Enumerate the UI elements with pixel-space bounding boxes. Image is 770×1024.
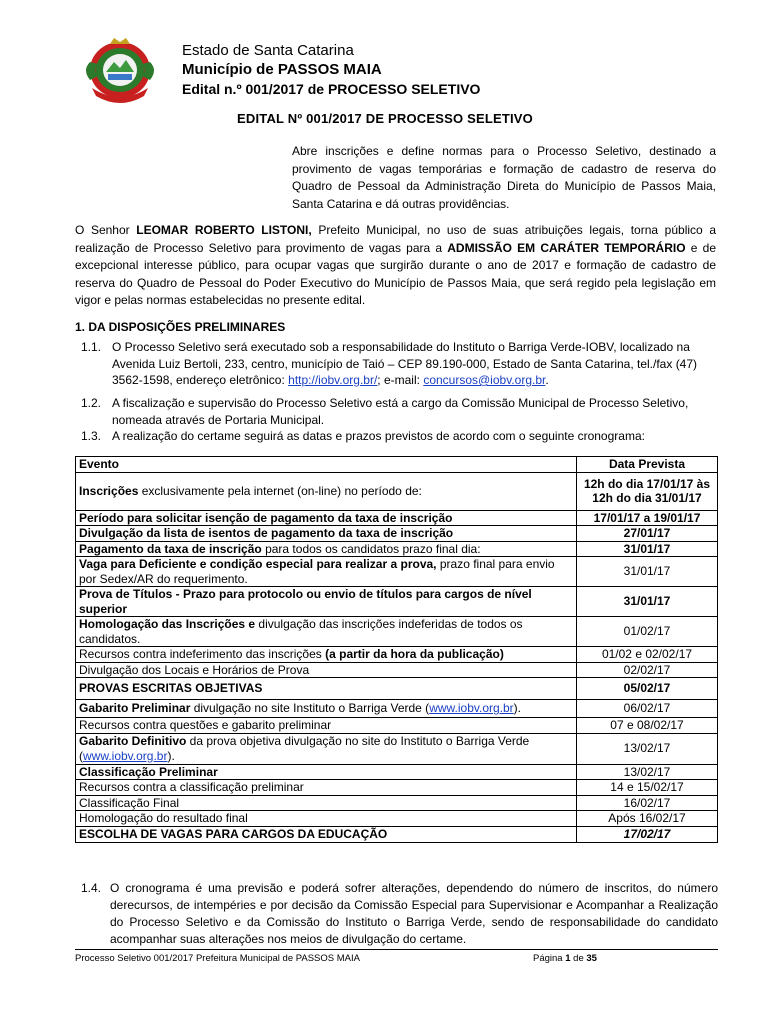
mayor-name: LEOMAR ROBERTO LISTONI, [136, 223, 312, 237]
event-b: Classificação Preliminar [79, 764, 218, 779]
footer-left-text: Processo Seletivo 001/2017 Prefeitura Municipal de PASSOS MAIA [75, 953, 360, 964]
section-heading: 1. DA DISPOSIÇÕES PRELIMINARES [75, 320, 286, 334]
event-t: prazo final para envio por Sedex/AR do requerimento. [79, 557, 555, 586]
event-b: PROVAS ESCRITAS OBJETIVAS [79, 681, 263, 696]
table-row [76, 647, 718, 663]
date-cell: 02/02/17 [577, 662, 718, 678]
item-1-1-end: . [545, 373, 549, 387]
event-t: Recursos contra indeferimento das inscrições [79, 647, 326, 661]
event-b: Pagamento da taxa de inscrição [79, 541, 262, 556]
email-link[interactable]: concursos@iobv.org.br [423, 373, 546, 387]
admission-type: ADMISSÃO EM CARÁTER TEMPORÁRIO [447, 240, 686, 255]
item-1-1-mid: ; e-mail: [377, 373, 424, 387]
item-text: A fiscalização e supervisão do Processo Seletivo está a cargo da Comissão Municipal de Processo Seletivo, nomeada através de Portaria Municipal. [112, 396, 689, 427]
item-1-4 [75, 880, 718, 948]
date-cell: 01/02 e 02/02/17 [577, 647, 718, 663]
date-cell: 13/02/17 [577, 733, 718, 764]
event-cell [76, 472, 577, 510]
date-cell: 14 e 15/02/17 [577, 780, 718, 796]
table-header-row [76, 457, 718, 473]
column-header-event: Evento [76, 457, 577, 473]
item-text: O cronograma é uma previsão e poderá sofrer alterações, dependendo do número de inscritos, do número derecursos, de intempéries e por decisão da Comissão Especial para Supervisionar e Acompanhar a Realização do Processo Seletivo e da Comissão do Instituto o Barriga Verde, sendo de responsabilidade do candidato acompanhar suas alterações nos meios de divulgação do certame. [110, 881, 718, 946]
event-b: Período para solicitar isenção de pagamento da taxa de inscrição [79, 510, 453, 525]
event-t: Divulgação dos Locais e Horários de Prova [79, 662, 310, 677]
event-cell [76, 678, 577, 700]
event-b: Inscrições [79, 483, 139, 498]
event-cell [76, 826, 577, 842]
intro-paragraph [75, 222, 716, 310]
event-b: Vaga para Deficiente e condição especial para realizar a prova, [79, 557, 437, 571]
date-cell: 12h do dia 17/01/17 às 12h do dia 31/01/17 [577, 472, 718, 510]
date-cell: Após 16/02/17 [577, 811, 718, 827]
table-row [76, 557, 718, 587]
event-t: Recursos contra questões e gabarito preliminar [79, 718, 332, 732]
item-number: 1.4. [81, 881, 102, 895]
table-row [76, 811, 718, 827]
event-b: Gabarito Definitivo [79, 734, 187, 748]
table-row [76, 795, 718, 811]
state-name: Estado de Santa Catarina [182, 42, 354, 59]
table-row [76, 662, 718, 678]
municipality-name: Município de PASSOS MAIA [182, 61, 382, 78]
event-t: divulgação no site Instituto o Barriga Verde ( [190, 701, 430, 716]
event-cell [76, 700, 577, 718]
table-row [76, 733, 718, 764]
table-row [76, 718, 718, 734]
date-cell: 31/01/17 [577, 541, 718, 557]
item-number: 1.1. [81, 340, 102, 354]
event-cell [76, 526, 577, 542]
column-header-date: Data Prevista [577, 457, 718, 473]
page-current: 1 [565, 953, 571, 964]
item-1-1-text: O Processo Seletivo será executado sob a responsabilidade do Instituto o Barriga Verde-IOBV, localizado na Avenida Luiz Bertoli, 233, centro, município de Taió – CEP 89.190-000, Estado de Santa Catarina, tel./fax (47) 3562-1598, endereço eletrônico: [112, 340, 698, 387]
date-cell: 31/01/17 [577, 587, 718, 617]
event-u: www.iobv.org.br [83, 748, 168, 763]
event-cell [76, 587, 577, 617]
document-title: EDITAL Nº 001/2017 DE PROCESSO SELETIVO [237, 111, 533, 126]
event-cell [76, 647, 577, 663]
table-row [76, 617, 718, 647]
date-cell: 06/02/17 [577, 700, 718, 718]
date-cell: 05/02/17 [577, 678, 718, 700]
table-row [76, 587, 718, 617]
table-row [76, 510, 718, 526]
event-cell [76, 718, 577, 734]
item-1-1 [81, 339, 720, 389]
footer-divider [75, 949, 718, 950]
table-row [76, 526, 718, 542]
date-cell: 27/01/17 [577, 526, 718, 542]
table-row [76, 700, 718, 718]
page-mid: de [570, 953, 587, 964]
event-cell [76, 780, 577, 796]
summary-paragraph: Abre inscrições e define normas para o Processo Seletivo, destinado a provimento de vagas temporárias e formação de cadastro de reserva do Quadro de Pessoal da Administração Direta do Município de Passos Maia, Santa Catarina e dá outras providências. [292, 144, 716, 211]
table-row [76, 541, 718, 557]
event-u: www.iobv.org.br [429, 701, 514, 716]
event-cell [76, 733, 577, 764]
item-number: 1.3. [81, 429, 102, 443]
event-t2: ). [167, 748, 175, 763]
website-link[interactable]: http://iobv.org.br/ [288, 373, 378, 387]
date-cell: 01/02/17 [577, 617, 718, 647]
intro-text-1: O Senhor [75, 223, 137, 237]
event-cell [76, 662, 577, 678]
item-1-3 [81, 428, 720, 445]
event-cell [76, 510, 577, 526]
date-cell: 07 e 08/02/17 [577, 718, 718, 734]
municipal-coat-of-arms-logo [78, 36, 162, 108]
event-t: para todos os candidatos prazo final dia: [261, 541, 481, 556]
table-row [76, 764, 718, 780]
table-row [76, 678, 718, 700]
item-1-2 [81, 395, 720, 428]
date-cell: 31/01/17 [577, 557, 718, 587]
event-cell [76, 557, 577, 587]
item-text [112, 339, 720, 389]
event-t: exclusivamente pela internet (on-line) no período de: [138, 483, 422, 498]
event-cell [76, 617, 577, 647]
event-b: ESCOLHA DE VAGAS PARA CARGOS DA EDUCAÇÃO [79, 826, 388, 841]
schedule-table [75, 456, 718, 843]
event-b: Prova de Títulos - Prazo para protocolo ou envio de títulos para cargos de nível superior [79, 587, 532, 616]
event-t: da prova objetiva divulgação no site do Instituto o Barriga Verde ( [79, 734, 530, 763]
event-t: Recursos contra a classificação preliminar [79, 780, 304, 794]
item-number: 1.2. [81, 396, 102, 410]
event-t: divulgação das inscrições indeferidas de todos os candidatos. [79, 617, 523, 646]
event-cell [76, 811, 577, 827]
letterhead [182, 42, 722, 98]
event-t2: ). [513, 701, 522, 716]
table-row [76, 780, 718, 796]
date-cell: 17/01/17 a 19/01/17 [577, 510, 718, 526]
intro-text-2: Prefeito Municipal, no uso de suas atribuições legais, torna público a realização de Processo Seletivo para provimento de vagas para a [75, 223, 716, 255]
date-cell: 16/02/17 [577, 795, 718, 811]
footer-page-number [533, 953, 597, 964]
item-text: A realização do certame seguirá as datas e prazos previstos de acordo com o seguinte cronograma: [112, 429, 645, 443]
intro-text-3: e de excepcional interesse público, para ocupar vagas que surgirão durante o ano de 2017 e formação de cadastro de reserva do Quadro de Pessoal do Poder Executivo do Município de Passos Maia, que será regido pela legislação em vigor e pelas normas estabelecidas no presente edital. [75, 240, 716, 307]
table-row [76, 472, 718, 510]
page-total: 35 [586, 953, 597, 964]
event-b2: (a partir da hora da publicação) [325, 647, 504, 661]
event-b: Homologação das Inscrições e [79, 617, 256, 631]
event-t: Homologação do resultado final [79, 811, 248, 825]
table-row [76, 826, 718, 842]
date-cell: 13/02/17 [577, 764, 718, 780]
event-cell [76, 764, 577, 780]
page-prefix: Página [533, 953, 566, 964]
edital-reference: Edital n.º 001/2017 de PROCESSO SELETIVO [182, 81, 481, 97]
event-t: Classificação Final [79, 795, 180, 810]
event-b: Gabarito Preliminar [79, 701, 191, 716]
event-cell [76, 541, 577, 557]
date-cell: 17/02/17 [577, 826, 718, 842]
event-cell [76, 795, 577, 811]
event-b: Divulgação da lista de isentos de pagamento da taxa de inscrição [79, 526, 454, 540]
